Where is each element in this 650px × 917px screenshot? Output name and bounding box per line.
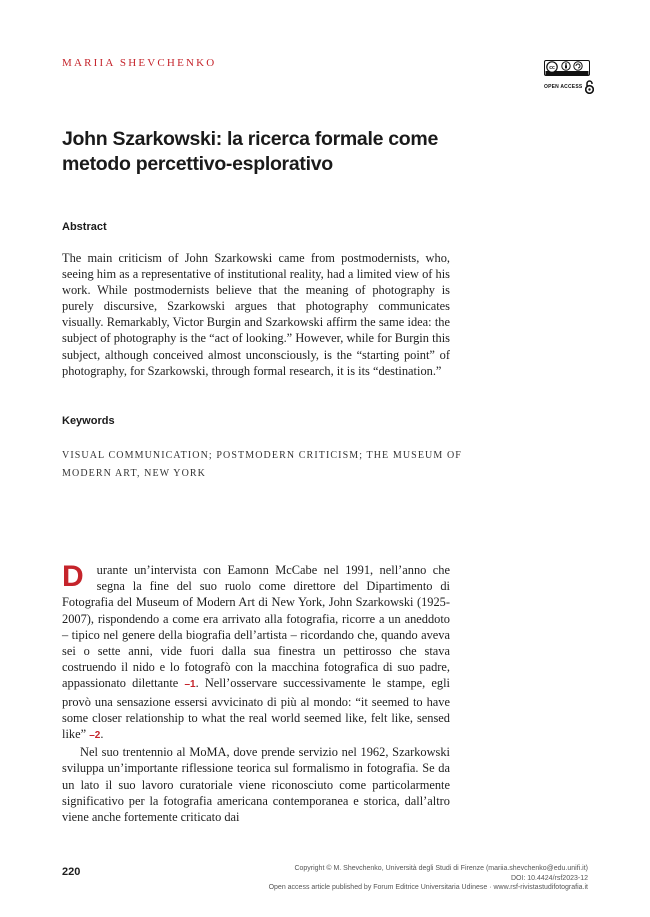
body-text-1b: . Nell’osservare successivamente le stampe, egli provò una sensazione essersi avvicinato di più al mondo: “it seemed to have some closer relationship to what the real world seemed like, felt like, sensed like” — [62, 676, 450, 742]
article-title: John Szarkowski: la ricerca formale come metodo percettivo-esplorativo — [62, 128, 439, 175]
footer-credits — [168, 864, 588, 893]
article-body — [62, 562, 450, 825]
page-number: 220 — [62, 866, 81, 878]
keywords-text: VISUAL COMMUNICATION; POSTMODERN CRITICISM; THE MUSEUM OF MODERN ART, NEW YORK — [62, 450, 462, 479]
abstract-text: The main criticism of John Szarkowski came from postmodernists, who, seeing him as a representative of institutional reality, had a limited view of his work. While postmodernists believe that the meaning of photography is purely discursive, Szarkowski argues that photography communicates visually. Remarkably, Victor Burgin and Szarkowski affirm the same idea: the subject of photography is the “act of looking.” However, while for Burgin this subject, although conceived almost unconsciously, is the “starting point” of photography, for Szarkowski, through formal research, it is its “destination.” — [62, 251, 450, 378]
cc-by-sa-license-badge[interactable] — [544, 60, 590, 76]
open-lock-icon — [585, 80, 594, 94]
by-icon — [562, 62, 570, 70]
body-paragraph-1 — [62, 562, 450, 744]
body-text-1c: . — [100, 727, 104, 742]
open-access-label: OPEN ACCESS — [544, 84, 583, 90]
open-access-badge — [544, 80, 594, 94]
footnote-ref-1[interactable]: –1 — [184, 679, 196, 691]
publisher-line: Open access article published by Forum Editrice Universitaria Udinese · www.rsf-rivistastudifotografia.it — [268, 884, 588, 892]
author-name: MARIIA SHEVCHENKO — [62, 57, 217, 69]
doi-line: DOI: 10.4424/rsf2023-12 — [510, 874, 588, 882]
body-paragraph-2: Nel suo trentennio al MoMA, dove prende servizio nel 1962, Szarkowski sviluppa un’importante riflessione teorica sul formalismo in fotografia. Se da un lato il suo lavoro curatoriale viene riconosciuto come particolarmente significativo per la fotografia americana contemporanea e storica, dall’altro viene anche fortemente criticato dai — [62, 745, 450, 825]
abstract-heading: Abstract — [62, 221, 107, 233]
drop-cap: D — [62, 560, 84, 593]
body-text-1a: urante un’intervista con Eamonn McCabe nel 1991, nell’anno che segna la fine del suo ruolo come direttore del Dipartimento di Fotografia del Museum of Modern Art di New York, John Szarkowski (1925-2007), rispondendo a come era arrivato alla fotografia, ricorre a un aneddoto – tipico nel genere della biografia dell’artista – ricordando che, quando aveva sei o sette anni, vide fuori dalla sua finestra un pettirosso che stava costruendo il nido e lo fotografò con la macchina fotografica di suo padre, appassionato dilettante — [62, 563, 450, 691]
sa-icon — [574, 62, 582, 70]
keywords-heading: Keywords — [62, 415, 115, 427]
svg-text:cc: cc — [549, 65, 555, 71]
footnote-ref-2[interactable]: –2 — [89, 730, 101, 742]
cc-icon — [547, 62, 557, 72]
copyright-line: Copyright © M. Shevchenko, Università degli Studi di Firenze (mariia.shevchenko@edu.unifi.it) — [294, 865, 588, 872]
